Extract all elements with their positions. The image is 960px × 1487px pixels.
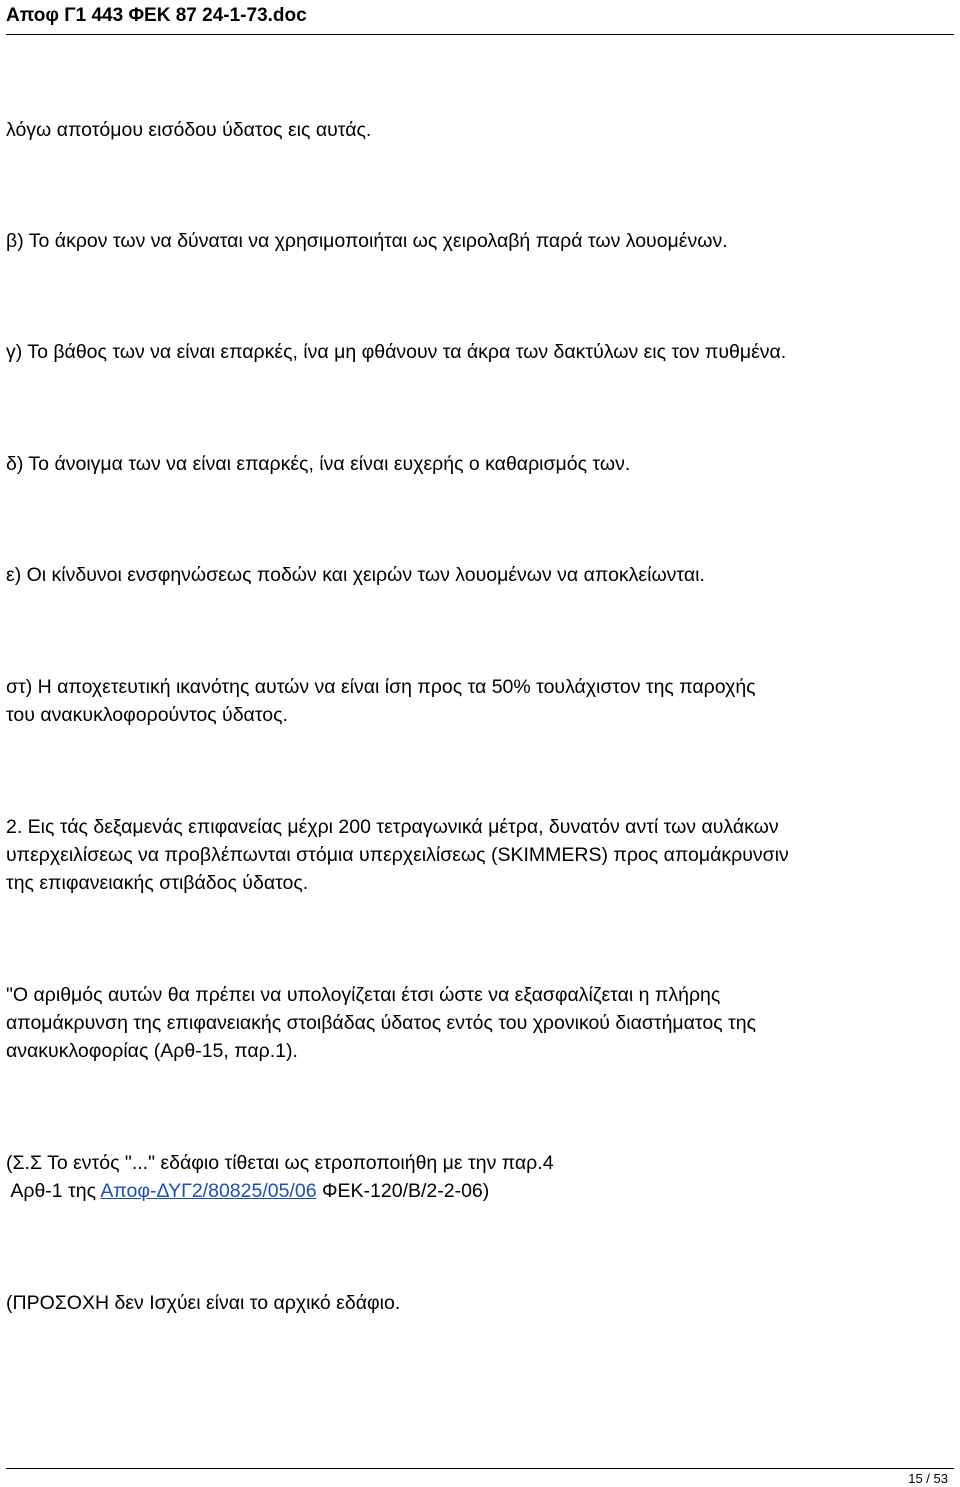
paragraph-line: του ανακυκλοφορούντος ύδατος. bbox=[6, 704, 288, 726]
paragraph-e bbox=[6, 561, 954, 589]
paragraph-quote bbox=[6, 981, 954, 1065]
paragraph-line: της επιφανειακής στιβάδος ύδατος. bbox=[6, 872, 309, 894]
paragraph-line: ε) Οι κίνδυνοι ενσφηνώσεως ποδών και χειρών των λουομένων να αποκλείωνται. bbox=[6, 564, 705, 586]
paragraph-line: λόγω αποτόμου εισόδου ύδατος εις αυτάς. bbox=[6, 119, 372, 141]
note-prefix: Αρθ-1 της bbox=[6, 1180, 101, 1202]
page-number: 15 / 53 bbox=[908, 1471, 948, 1486]
paragraph-line bbox=[6, 1177, 954, 1205]
paragraph-line: β) Το άκρον των να δύναται να χρησιμοποιήται ως χειρολαβή παρά των λουομένων. bbox=[6, 230, 728, 252]
paragraph-line: απομάκρυνση της επιφανειακής στοιβάδας ύδατος εντός του χρονικού διαστήματος της bbox=[6, 1012, 756, 1034]
paragraph-st bbox=[6, 673, 954, 729]
header-divider bbox=[6, 34, 954, 35]
paragraph-line: στ) Η αποχετευτική ικανότης αυτών να είναι ίση προς τα 50% τουλάχιστον της παροχής bbox=[6, 676, 756, 698]
paragraph-note bbox=[6, 1149, 954, 1205]
paragraph-line: δ) Το άνοιγμα των να είναι επαρκές, ίνα είναι ευχερής ο καθαρισμός των. bbox=[6, 453, 631, 475]
paragraph-line: "Ο αριθμός αυτών θα πρέπει να υπολογίζεται έτσι ώστε να εξασφαλίζεται η πλήρης bbox=[6, 984, 721, 1006]
paragraph-line: γ) Το βάθος των να είναι επαρκές, ίνα μη φθάνουν τα άκρα των δακτύλων εις τον πυθμένα. bbox=[6, 341, 787, 363]
paragraph-line: (Σ.Σ Το εντός "..." εδάφιο τίθεται ως ετροποποιήθη με την παρ.4 bbox=[6, 1152, 554, 1174]
note-suffix: ΦΕΚ-120/Β/2-2-06) bbox=[316, 1180, 490, 1202]
paragraph-d bbox=[6, 450, 954, 478]
paragraph-line: 2. Εις τάς δεξαμενάς επιφανείας μέχρι 200 τετραγωνικά μέτρα, δυνατόν αντί των αυλάκων bbox=[6, 816, 779, 838]
paragraph-1 bbox=[6, 116, 954, 144]
paragraph-2 bbox=[6, 813, 954, 897]
decision-link[interactable]: Αποφ-ΔΥΓ2/80825/05/06 bbox=[100, 1180, 317, 1202]
document-title: Αποφ Γ1 443 ΦΕΚ 87 24-1-73.doc bbox=[6, 5, 307, 26]
paragraph-line: (ΠΡΟΣΟΧΗ δεν Ισχύει είναι το αρχικό εδάφιο. bbox=[6, 1292, 401, 1314]
paragraph-c bbox=[6, 338, 954, 366]
paragraph-b bbox=[6, 227, 954, 255]
paragraph-warning bbox=[6, 1289, 954, 1317]
paragraph-line: υπερχειλίσεως να προβλέπωνται στόμια υπερχειλίσεως (SKIMMERS) προς απομάκρυνσιν bbox=[6, 844, 789, 866]
footer-divider bbox=[6, 1468, 954, 1469]
paragraph-line: ανακυκλοφορίας (Αρθ-15, παρ.1). bbox=[6, 1040, 298, 1062]
